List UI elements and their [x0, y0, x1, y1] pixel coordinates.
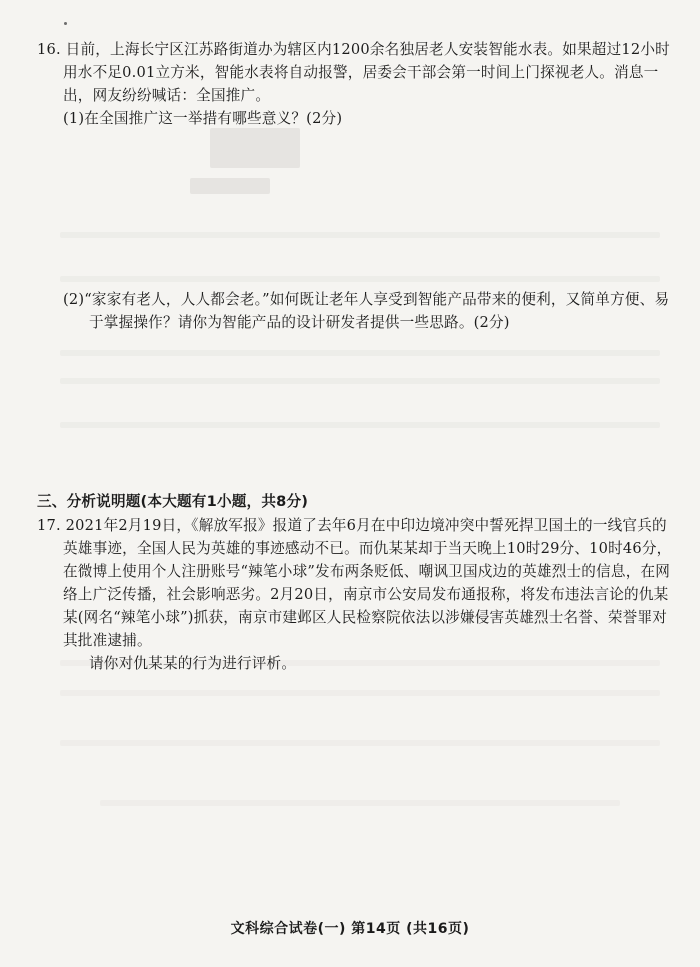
bleed-through-line: [60, 740, 660, 746]
question-17: [37, 514, 679, 675]
question-16: [37, 38, 679, 130]
bleed-through-line: [60, 232, 660, 238]
question-17-task: 请你对仇某某的行为进行评析。: [89, 655, 297, 672]
bleed-through-line: [60, 276, 660, 282]
question-16-stem: 16. 日前，上海长宁区江苏路街道办为辖区内1200余名独居老人安装智能水表。如果超过12小时用水不足0.01立方米，智能水表将自动报警，居委会干部会第一时间上门探视老人。消息一出，网友纷纷喊话：全国推广。: [37, 41, 670, 104]
bleed-through-block: [210, 128, 300, 168]
question-16-part-1: (1)在全国推广这一举措有哪些意义？(2分): [63, 110, 343, 127]
section-3-title: 三、分析说明题(本大题有1小题，共8分): [37, 493, 309, 510]
bleed-through-line: [60, 422, 660, 428]
question-16-part-2-block: [37, 288, 679, 334]
section-3: [37, 490, 679, 513]
bleed-through-line: [60, 378, 660, 384]
bleed-through-line: [60, 350, 660, 356]
question-16-part-2: (2)“家家有老人，人人都会老。”如何既让老年人享受到智能产品带来的便利，又简单方便、易于掌握操作？请你为智能产品的设计研发者提供一些思路。(2分): [63, 291, 670, 331]
bleed-through-line: [60, 690, 660, 696]
speck: [64, 22, 67, 25]
bleed-through-line: [100, 800, 620, 806]
bleed-through-block: [190, 178, 270, 194]
question-17-stem: 17. 2021年2月19日，《解放军报》报道了去年6月在中印边境冲突中誓死捍卫国土的一线官兵的英雄事迹，全国人民为英雄的事迹感动不已。而仇某某却于当天晚上10时29分、10时46分，在微博上使用个人注册账号“辣笔小球”发布两条贬低、嘲讽卫国戍边的英雄烈士的信息，在网络上广泛传播，社会影响恶劣。2月20日，南京市公安局发布通报称，将发布违法言论的仇某某(网名“辣笔小球”)抓获，南京市建邺区人民检察院依法以涉嫌侵害英雄烈士名誉、荣誉罪对其批准逮捕。: [37, 517, 672, 649]
page-footer: 文科综合试卷(一) 第14页 (共16页): [230, 921, 470, 937]
